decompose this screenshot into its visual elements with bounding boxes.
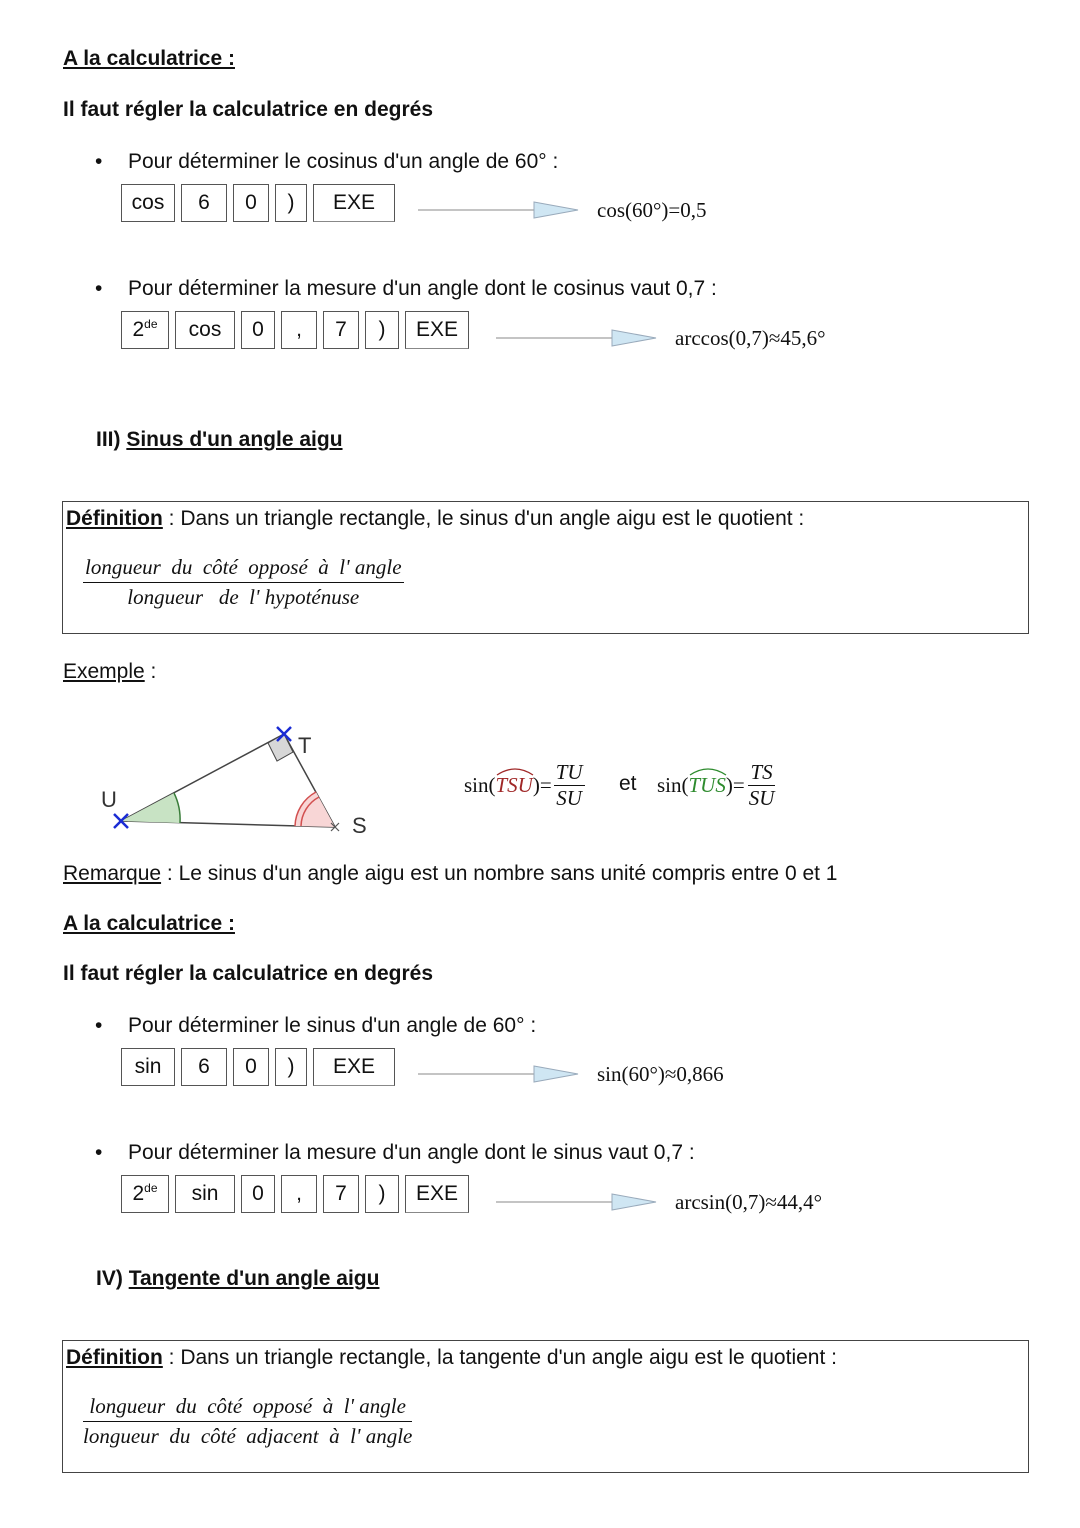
remark: Remarque : Le sinus d'un angle aigu est un nombre sans unité compris entre 0 et 1	[63, 862, 838, 885]
arrow-icon	[418, 1062, 580, 1086]
key-sequence-sin60	[121, 1048, 401, 1086]
key-exe: EXE	[313, 1048, 395, 1086]
key-sequence-cos60	[121, 184, 401, 222]
key-6: 6	[181, 1048, 227, 1086]
result-cos60: cos(60°)=0,5	[597, 198, 707, 222]
calc-instruction-2: Il faut régler la calculatrice en degrés	[63, 962, 433, 985]
key-exe: EXE	[313, 184, 395, 222]
vertex-label-u: U	[101, 787, 117, 812]
calc-instruction-1: Il faut régler la calculatrice en degrés	[63, 98, 433, 121]
bullet-text-cos60: Pour déterminer le cosinus d'un angle de 60° :	[128, 150, 559, 173]
bullet-dot: •	[95, 150, 103, 173]
definition-box-tangente	[62, 1340, 1029, 1473]
definition-text-tangente: Définition : Dans un triangle rectangle, la tangente d'un angle aigu est le quotient :	[66, 1346, 837, 1369]
definition-box-sinus	[62, 501, 1029, 634]
angle-tsu: TSU	[496, 773, 533, 798]
key-0: 0	[241, 1175, 275, 1213]
sine-formula-tus: sin( TUS )= $\frac{TS}{SU}$	[657, 760, 775, 810]
triangle-figure	[90, 720, 390, 845]
result-sin60: sin(60°)≈0,866	[597, 1062, 724, 1086]
key-7: 7	[323, 311, 359, 349]
bullet-text-arccos: Pour déterminer la mesure d'un angle dont le cosinus vaut 0,7 :	[128, 277, 717, 300]
key-exe: EXE	[405, 311, 469, 349]
key-close-paren: )	[365, 311, 399, 349]
arrow-icon	[496, 326, 658, 350]
key-7: 7	[323, 1175, 359, 1213]
key-comma: ,	[281, 1175, 317, 1213]
key-cos: cos	[121, 184, 175, 222]
bullet-text-sin60: Pour déterminer le sinus d'un angle de 60° :	[128, 1014, 537, 1037]
key-comma: ,	[281, 311, 317, 349]
key-0: 0	[233, 184, 269, 222]
key-close-paren: )	[275, 184, 307, 222]
sine-formula-tsu: sin( TSU )= $\frac{TU}{SU}$	[464, 760, 583, 810]
connector-et: et	[619, 772, 637, 795]
bullet-dot: •	[95, 1014, 103, 1037]
vertex-label-t: T	[298, 733, 312, 758]
key-close-paren: )	[365, 1175, 399, 1213]
key-2nd: 2 $^{de}$	[121, 311, 169, 349]
key-2nd: 2 $^{de}$	[121, 1175, 169, 1213]
key-sin: sin	[121, 1048, 175, 1086]
fraction-tangente: longueur du côté opposé à l' angle longueur du côté adjacent à l' angle	[83, 1394, 413, 1448]
key-0: 0	[233, 1048, 269, 1086]
bullet-dot: •	[95, 1141, 103, 1164]
bullet-dot: •	[95, 277, 103, 300]
result-arccos: arccos(0,7)≈45,6°	[675, 326, 826, 350]
key-exe: EXE	[405, 1175, 469, 1213]
key-sin: sin	[175, 1175, 235, 1213]
section-title-sinus: III) Sinus d'un angle aigu	[96, 428, 343, 451]
definition-text-sinus: Définition : Dans un triangle rectangle, le sinus d'un angle aigu est le quotient :	[66, 507, 805, 530]
key-cos: cos	[175, 311, 235, 349]
key-close-paren: )	[275, 1048, 307, 1086]
bullet-text-arcsin: Pour déterminer la mesure d'un angle dont le sinus vaut 0,7 :	[128, 1141, 695, 1164]
calc-heading-1: A la calculatrice :	[63, 47, 235, 70]
fraction-sinus: longueur du côté opposé à l' angle longueur de l' hypoténuse	[85, 555, 402, 609]
key-6: 6	[181, 184, 227, 222]
key-sequence-arcsin	[121, 1175, 475, 1213]
calc-heading-2: A la calculatrice :	[63, 912, 235, 935]
example-label: Exemple :	[63, 660, 157, 683]
key-0: 0	[241, 311, 275, 349]
section-title-tangente: IV) Tangente d'un angle aigu	[96, 1267, 380, 1290]
arrow-icon	[496, 1190, 658, 1214]
arrow-icon	[418, 198, 580, 222]
result-arcsin: arcsin(0,7)≈44,4°	[675, 1190, 823, 1214]
angle-tus: TUS	[689, 773, 726, 798]
vertex-label-s: S	[352, 813, 367, 838]
key-sequence-arccos	[121, 311, 475, 349]
